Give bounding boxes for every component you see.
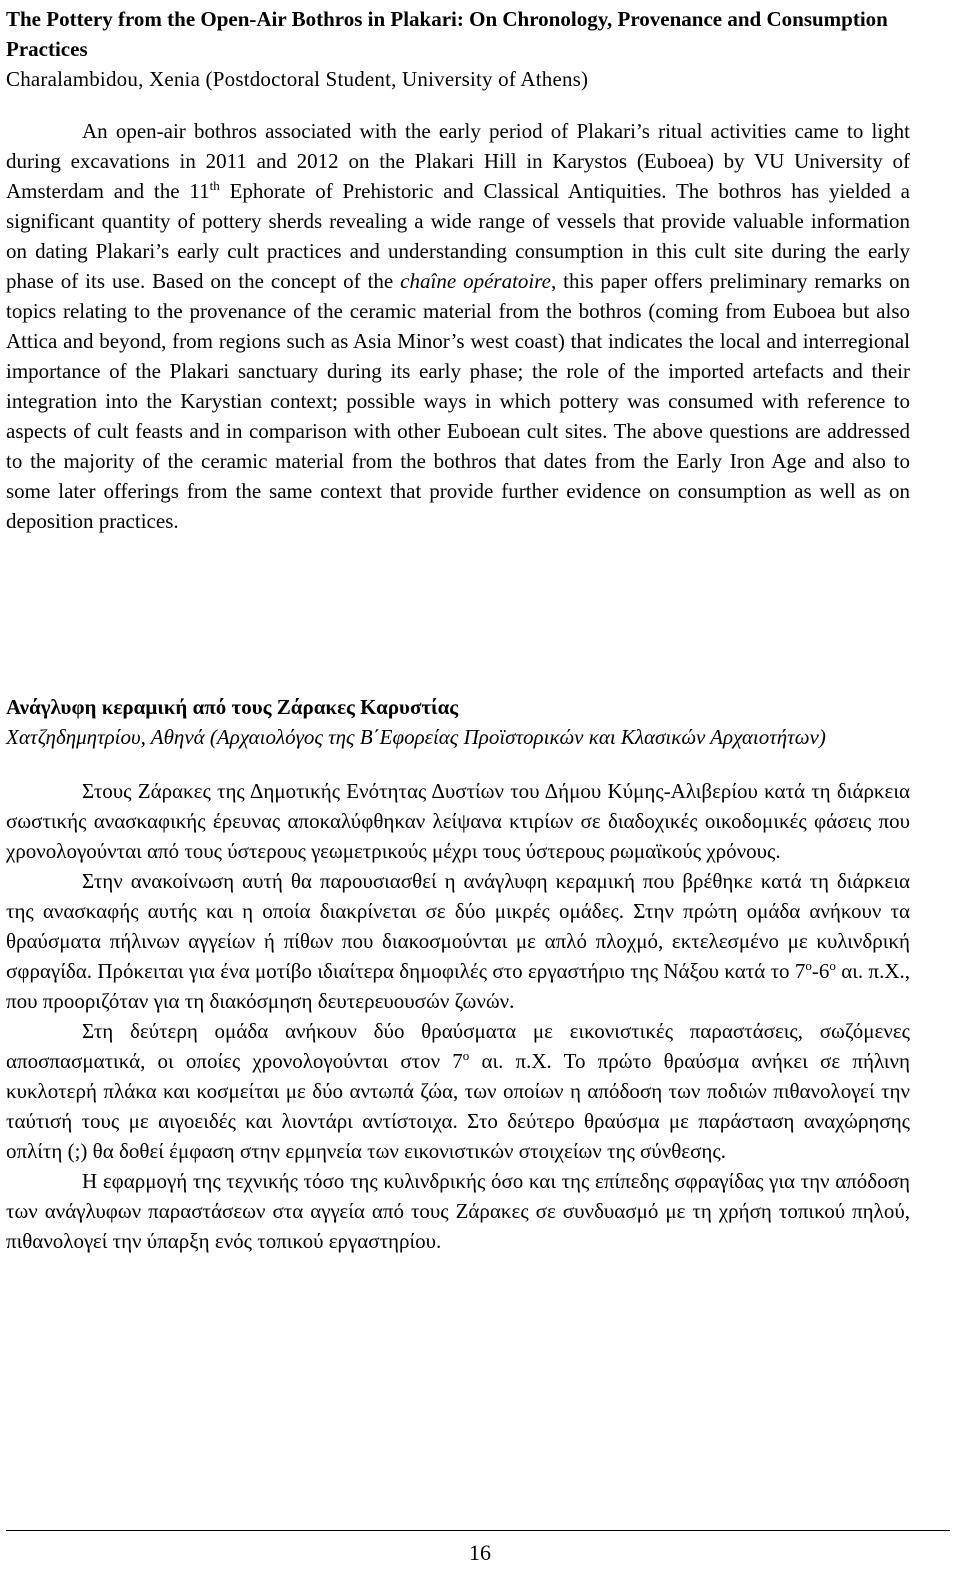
article-pottery-plakari: [6, 4, 910, 536]
paragraph-3-text-b: αι. π.Χ. Το πρώτο θραύσμα ανήκει σε πήλινη κυκλοτερή πλάκα και κοσμείται με δύο αντωπά ζώα, των οποίων η απόδοση των ποδιών πιθανολογεί την ταύτισή τους με αιγοειδές και λιοντάρι αντίστοιχα. Στο δεύτερο θραύσμα με παράσταση αναχώρησης οπλίτη (;) θα δοθεί έμφαση στην ερμηνεία των εικονιστικών στοιχείων της σύνθεσης.: [6, 1049, 911, 1163]
paragraph-2-text-b: -6: [811, 959, 830, 983]
article-title: Ανάγλυφη κεραμική από τους Ζάρακες Καρυστίας: [6, 695, 459, 719]
abstract-superscript: th: [209, 178, 220, 193]
paragraph-3: [6, 1016, 910, 1166]
footer-divider: [6, 1530, 950, 1531]
paragraph-2-text-c: αι. π.Χ., που προοριζόταν για τη διακόσμηση δευτερευουσών ζωνών.: [6, 959, 911, 1013]
paragraph-2-text-a: Στην ανακοίνωση αυτή θα παρουσιασθεί η ανάγλυφη κεραμική που βρέθηκε κατά τη διάρκεια της ανασκαφής αυτής και η οποία διακρίνεται σε δύο μικρές ομάδες. Στην πρώτη ομάδα ανήκουν τα θραύσματα πήλινων αγγείων ή πίθων που διακοσμούνται με απλό πλοχμό, εκτελεσμένο με κυλινδρική σφραγίδα. Πρόκειται για ένα μοτίβο ιδιαίτερα δημοφιλές στο εργαστήριο της Νάξου κατά το 7: [6, 869, 910, 983]
paragraph-2-superscript-1: ο: [805, 958, 812, 973]
article-relief-pottery-zarakes: [6, 692, 910, 1256]
paragraph-2-superscript-2: ο: [829, 958, 836, 973]
paragraph-1: Στους Ζάρακες της Δημοτικής Ενότητας Δυστίων του Δήμου Κύμης-Αλιβερίου κατά τη διάρκεια σωστικής ανασκαφικής έρευνας αποκαλύφθηκαν λείψανα κτιρίων σε διαδοχικές οικοδομικές φάσεις που χρονολογούνται από τους ύστερους γεωμετρικούς μέχρι τους ύστερους ρωμαϊκούς χρόνους.: [6, 779, 910, 863]
article-abstract: [6, 116, 910, 536]
abstract-emphasis: chaîne opératoire: [400, 269, 551, 293]
paragraph-3-superscript: ο: [462, 1048, 470, 1063]
article-title: The Pottery from the Open-Air Bothros in Plakari: On Chronology, Provenance and Consumption Practices: [6, 7, 888, 61]
article-author: Charalambidou, Xenia (Postdoctoral Student, University of Athens): [6, 67, 589, 91]
abstract-text-3: , this paper offers preliminary remarks on topics relating to the provenance of the ceramic material from the bothros (coming from Euboea but also Attica and beyond, from regions such as Asia Minor’s west coast) that indicates the local and interregional importance of the Plakari sanctuary during its early phase; the role of the imported artefacts and their integration into the Karystian context; possible ways in which pottery was consumed with reference to aspects of cult feasts and in comparison with other Euboean cult sites. The above questions are addressed to the majority of the ceramic material from the bothros that dates from the Early Iron Age and also to some later offerings from the same context that provide further evidence on consumption as well as on deposition practices.: [6, 269, 910, 533]
paragraph-4: Η εφαρμογή της τεχνικής τόσο της κυλινδρικής όσο και της επίπεδης σφραγίδας για την απόδοση των ανάγλυφων παραστάσεων στα αγγεία από τους Ζάρακες σε συνδυασμό με τη χρήση τοπικού πηλού, πιθανολογεί την ύπαρξη ενός τοπικού εργαστηρίου.: [6, 1169, 910, 1253]
paragraph-3-text-a: Στη δεύτερη ομάδα ανήκουν δύο θραύσματα με εικονιστικές παραστάσεις, σωζόμενες αποσπασματικά, οι οποίες χρονολογούνται στον 7: [6, 1019, 910, 1073]
article-author: Χατζηδημητρίου, Αθηνά (Αρχαιολόγος της Β΄Εφορείας Προϊστορικών και Κλασικών Αρχαιοτήτων): [6, 725, 826, 749]
page-number: 16: [469, 1540, 491, 1565]
abstract-text-2: Ephorate of Prehistoric and Classical Antiquities. The bothros has yielded a significant quantity of pottery sherds revealing a wide range of vessels that provide valuable information on dating Plakari’s early cult practices and understanding consumption in this cult site during the early phase of its use. Based on the concept of the: [6, 179, 910, 293]
abstract-text-1: An open-air bothros associated with the early period of Plakari’s ritual activities came to light during excavations in 2011 and 2012 on the Plakari Hill in Karystos (Euboea) by VU University of Amsterdam and the 11: [6, 119, 910, 203]
paragraph-2: [6, 866, 910, 1016]
